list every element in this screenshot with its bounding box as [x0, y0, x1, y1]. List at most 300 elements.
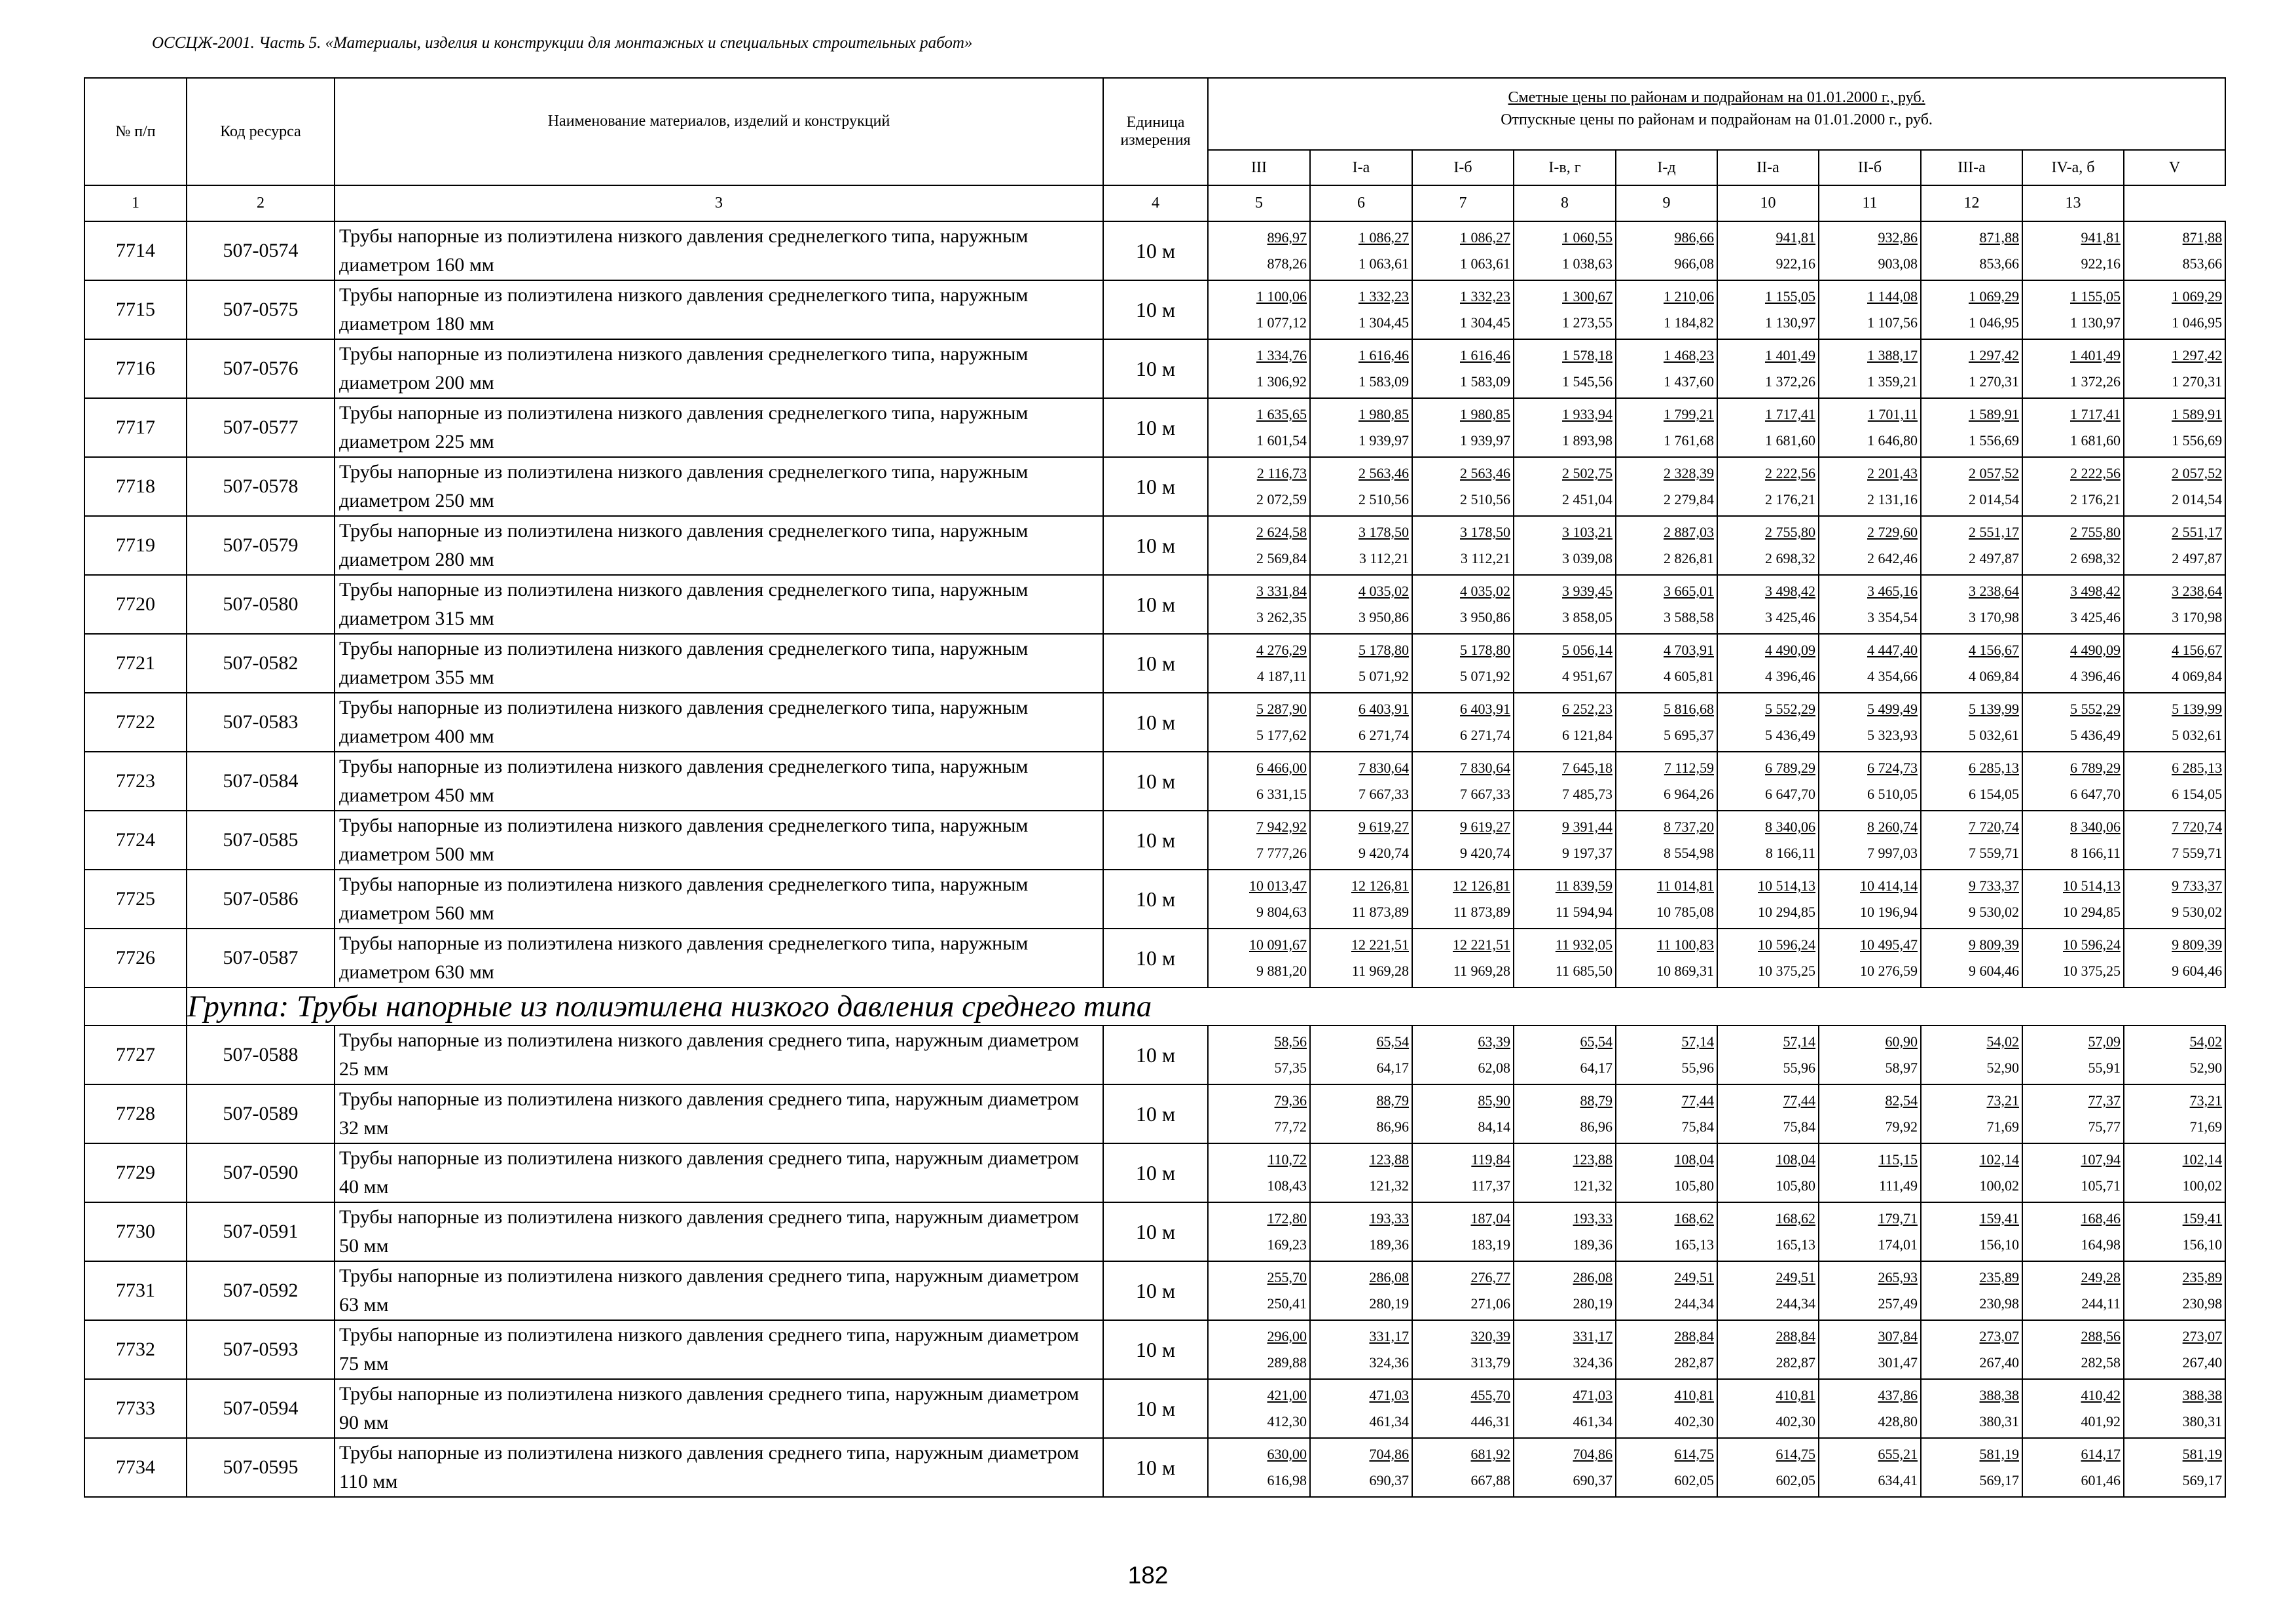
estimate-price: 168,46: [2081, 1210, 2121, 1227]
release-price: 1 893,98: [1562, 432, 1613, 449]
estimate-price: 581,19: [1979, 1446, 2019, 1462]
estimate-price: 179,71: [1878, 1210, 1918, 1227]
estimate-price: 6 285,13: [1969, 760, 2019, 776]
release-price: 5 032,61: [1969, 727, 2019, 743]
estimate-price: 2 551,17: [2172, 524, 2223, 540]
price-cell: [1921, 811, 2022, 870]
price-cell: [1819, 634, 1921, 693]
material-name: Трубы напорные из полиэтилена низкого давления среднелегкого типа, наружным диаметром 250 мм: [335, 457, 1103, 516]
release-price: 79,92: [1885, 1118, 1918, 1135]
row-number: 7728: [84, 1084, 187, 1143]
release-price: 1 046,95: [2172, 314, 2223, 331]
price-cell: [1717, 634, 1819, 693]
estimate-price: 249,51: [1776, 1269, 1815, 1285]
price-cell: [1819, 1320, 1921, 1379]
region-header: II-б: [1819, 150, 1921, 185]
release-price: 282,87: [1776, 1354, 1815, 1371]
release-price: 6 647,70: [2070, 786, 2121, 802]
table-row: [84, 870, 2225, 929]
table-row: [84, 457, 2225, 516]
release-price: 4 951,67: [1562, 668, 1613, 684]
estimate-price: 60,90: [1885, 1033, 1918, 1050]
price-cell: [1412, 1084, 1514, 1143]
unit-cell: 10 м: [1103, 339, 1208, 398]
estimate-price: 2 328,39: [1664, 465, 1714, 481]
estimate-price: 77,44: [1783, 1092, 1815, 1109]
estimate-price: 4 490,09: [2070, 642, 2121, 658]
price-cell: [1921, 398, 2022, 457]
material-name: Трубы напорные из полиэтилена низкого давления среднего типа, наружным диаметром 75 мм: [335, 1320, 1103, 1379]
price-cell: [2124, 870, 2225, 929]
release-price: 7 485,73: [1562, 786, 1613, 802]
price-cell: [1514, 1261, 1616, 1320]
estimate-price: 3 238,64: [1969, 583, 2019, 599]
unit-cell: 10 м: [1103, 457, 1208, 516]
estimate-price: 1 388,17: [1867, 347, 1918, 363]
region-header: I-д: [1616, 150, 1717, 185]
price-cell: [1514, 1379, 1616, 1438]
row-number: 7716: [84, 339, 187, 398]
estimate-price: 2 222,56: [2070, 465, 2121, 481]
estimate-price: 455,70: [1470, 1387, 1510, 1403]
estimate-price: 331,17: [1369, 1328, 1409, 1344]
estimate-price: 82,54: [1885, 1092, 1918, 1109]
price-cell: [1310, 280, 1412, 339]
price-cell: [1310, 1261, 1412, 1320]
release-price: 3 112,21: [1460, 550, 1510, 566]
release-price: 11 873,89: [1351, 904, 1409, 920]
release-price: 10 294,85: [1758, 904, 1815, 920]
release-price: 301,47: [1878, 1354, 1918, 1371]
estimate-price: 193,33: [1573, 1210, 1613, 1227]
price-cell: [1310, 929, 1412, 987]
price-cell: [1921, 1379, 2022, 1438]
price-cell: [1717, 1379, 1819, 1438]
row-number: 7733: [84, 1379, 187, 1438]
price-cell: [1921, 929, 2022, 987]
region-header: II-а: [1717, 150, 1819, 185]
estimate-price: 115,15: [1878, 1151, 1918, 1168]
unit-cell: 10 м: [1103, 1143, 1208, 1202]
release-price: 280,19: [1369, 1295, 1409, 1312]
estimate-price: 1 300,67: [1562, 288, 1613, 304]
price-cell: [1514, 870, 1616, 929]
price-cell: [1208, 1320, 1310, 1379]
estimate-price: 1 980,85: [1460, 406, 1510, 422]
estimate-price: 249,51: [1674, 1269, 1714, 1285]
price-cell: [1412, 693, 1514, 752]
price-cell: [1310, 1320, 1412, 1379]
table-row: [84, 339, 2225, 398]
table-row: [84, 693, 2225, 752]
estimate-price: 2 755,80: [1765, 524, 1815, 540]
release-price: 7 777,26: [1256, 845, 1307, 861]
estimate-price: 410,81: [1776, 1387, 1815, 1403]
table-row: [84, 1143, 2225, 1202]
release-price: 71,69: [2189, 1118, 2223, 1135]
estimate-price: 110,72: [1267, 1151, 1307, 1168]
price-cell: [1819, 1084, 1921, 1143]
estimate-price: 168,62: [1776, 1210, 1815, 1227]
release-price: 11 969,28: [1453, 963, 1510, 979]
price-cell: [2022, 457, 2124, 516]
unit-cell: 10 м: [1103, 1202, 1208, 1261]
price-cell: [1208, 1084, 1310, 1143]
price-cell: [1819, 221, 1921, 280]
estimate-price: 123,88: [1369, 1151, 1409, 1168]
estimate-price: 896,97: [1267, 229, 1307, 246]
resource-code: 507-0592: [187, 1261, 335, 1320]
price-cell: [1819, 280, 1921, 339]
estimate-price: 1 297,42: [2172, 347, 2223, 363]
estimate-price: 4 703,91: [1664, 642, 1714, 658]
release-price: 1 556,69: [1969, 432, 2019, 449]
price-cell: [1717, 339, 1819, 398]
price-cell: [1819, 398, 1921, 457]
release-price: 6 510,05: [1867, 786, 1918, 802]
price-cell: [1208, 1261, 1310, 1320]
price-cell: [2022, 929, 2124, 987]
estimate-price: 7 720,74: [1969, 819, 2019, 835]
release-price: 189,36: [1369, 1236, 1409, 1253]
row-number: 7715: [84, 280, 187, 339]
resource-code: 507-0589: [187, 1084, 335, 1143]
price-cell: [1921, 870, 2022, 929]
price-cell: [1921, 1202, 2022, 1261]
release-price: 446,31: [1470, 1413, 1510, 1430]
estimate-price: 6 789,29: [1765, 760, 1815, 776]
price-cell: [1616, 1320, 1717, 1379]
release-price: 10 785,08: [1656, 904, 1714, 920]
price-cell: [1921, 575, 2022, 634]
price-cell: [1412, 1438, 1514, 1497]
resource-code: 507-0577: [187, 398, 335, 457]
release-price: 86,96: [1580, 1118, 1613, 1135]
price-cell: [2124, 516, 2225, 575]
release-price: 64,17: [1376, 1060, 1409, 1076]
region-header: I-а: [1310, 150, 1412, 185]
estimate-price: 1 401,49: [1765, 347, 1815, 363]
release-price: 3 950,86: [1358, 609, 1409, 625]
release-price: 324,36: [1573, 1354, 1613, 1371]
price-cell: [1310, 575, 1412, 634]
release-price: 5 436,49: [1765, 727, 1815, 743]
release-price: 111,49: [1879, 1177, 1918, 1194]
unit-cell: 10 м: [1103, 1084, 1208, 1143]
release-price: 667,88: [1470, 1472, 1510, 1488]
estimate-price: 6 403,91: [1460, 701, 1510, 717]
estimate-price: 1 701,11: [1867, 406, 1918, 422]
price-cell: [1616, 929, 1717, 987]
release-price: 6 647,70: [1765, 786, 1815, 802]
estimate-price: 655,21: [1878, 1446, 1918, 1462]
price-cell: [1921, 339, 2022, 398]
release-price: 230,98: [1979, 1295, 2019, 1312]
price-cell: [1208, 634, 1310, 693]
resource-code: 507-0588: [187, 1025, 335, 1084]
price-cell: [1208, 221, 1310, 280]
material-name: Трубы напорные из полиэтилена низкого давления среднелегкого типа, наружным диаметром 355 мм: [335, 634, 1103, 693]
estimate-price: 119,84: [1471, 1151, 1510, 1168]
material-name: Трубы напорные из полиэтилена низкого давления среднелегкого типа, наружным диаметром 315 мм: [335, 575, 1103, 634]
price-cell: [1717, 280, 1819, 339]
resource-code: 507-0586: [187, 870, 335, 929]
estimate-price: 1 155,05: [1765, 288, 1815, 304]
price-cell: [2022, 752, 2124, 811]
material-name: Трубы напорные из полиэтилена низкого давления среднелегкого типа, наружным диаметром 200 мм: [335, 339, 1103, 398]
price-cell: [1310, 1084, 1412, 1143]
estimate-price: 12 126,81: [1351, 877, 1409, 894]
release-price: 174,01: [1878, 1236, 1918, 1253]
release-price: 4 069,84: [1969, 668, 2019, 684]
estimate-price: 9 619,27: [1358, 819, 1409, 835]
price-cell: [2022, 693, 2124, 752]
estimate-price: 2 729,60: [1867, 524, 1918, 540]
price-cell: [1514, 457, 1616, 516]
release-price: 2 510,56: [1358, 491, 1409, 507]
price-cell: [1514, 516, 1616, 575]
estimate-price: 255,70: [1267, 1269, 1307, 1285]
price-cell: [1616, 221, 1717, 280]
estimate-price: 2 563,46: [1460, 465, 1510, 481]
release-price: 9 197,37: [1562, 845, 1613, 861]
release-price: 55,96: [1681, 1060, 1714, 1076]
region-header: I-б: [1412, 150, 1514, 185]
resource-code: 507-0587: [187, 929, 335, 987]
estimate-price: 10 414,14: [1860, 877, 1918, 894]
estimate-price: 630,00: [1267, 1446, 1307, 1462]
estimate-price: 12 126,81: [1453, 877, 1510, 894]
estimate-price: 9 733,37: [2172, 877, 2223, 894]
price-cell: [1819, 1438, 1921, 1497]
estimate-price: 172,80: [1267, 1210, 1307, 1227]
header-prices-estimate: Сметные цены по районам и подрайонам на 01.01.2000 г., руб.: [1508, 89, 1925, 106]
release-price: 75,84: [1783, 1118, 1815, 1135]
table-row: [84, 1379, 2225, 1438]
price-cell: [2022, 870, 2124, 929]
release-price: 1 939,97: [1460, 432, 1510, 449]
release-price: 62,08: [1478, 1060, 1510, 1076]
price-cell: [1819, 575, 1921, 634]
price-cell: [1208, 457, 1310, 516]
row-number: 7726: [84, 929, 187, 987]
material-name: Трубы напорные из полиэтилена низкого давления среднелегкого типа, наружным диаметром 450 мм: [335, 752, 1103, 811]
release-price: 569,17: [2182, 1472, 2223, 1488]
unit-cell: 10 м: [1103, 1025, 1208, 1084]
row-number: 7724: [84, 811, 187, 870]
resource-code: 507-0576: [187, 339, 335, 398]
estimate-price: 1 086,27: [1358, 229, 1409, 246]
price-cell: [1921, 1320, 2022, 1379]
column-number: 2: [187, 185, 335, 221]
price-cell: [1208, 1202, 1310, 1261]
table-row: [84, 1025, 2225, 1084]
release-price: 3 170,98: [2172, 609, 2223, 625]
release-price: 2 279,84: [1664, 491, 1714, 507]
estimate-price: 288,84: [1776, 1328, 1815, 1344]
price-cell: [1717, 1202, 1819, 1261]
unit-cell: 10 м: [1103, 1438, 1208, 1497]
price-cell: [1310, 634, 1412, 693]
estimate-price: 12 221,51: [1351, 936, 1409, 953]
price-cell: [2124, 1438, 2225, 1497]
column-number: 4: [1103, 185, 1208, 221]
estimate-price: 54,02: [1986, 1033, 2019, 1050]
column-number: 12: [1921, 185, 2022, 221]
price-cell: [1819, 752, 1921, 811]
unit-cell: 10 м: [1103, 1320, 1208, 1379]
price-cell: [1921, 1143, 2022, 1202]
price-cell: [2124, 339, 2225, 398]
release-price: 4 354,66: [1867, 668, 1918, 684]
estimate-price: 581,19: [2182, 1446, 2223, 1462]
estimate-price: 5 552,29: [2070, 701, 2121, 717]
release-price: 244,11: [2081, 1295, 2121, 1312]
price-cell: [1412, 752, 1514, 811]
release-price: 1 939,97: [1358, 432, 1409, 449]
release-price: 84,14: [1478, 1118, 1510, 1135]
price-cell: [1921, 280, 2022, 339]
release-price: 922,16: [1776, 255, 1815, 272]
release-price: 250,41: [1267, 1295, 1307, 1312]
estimate-price: 1 980,85: [1358, 406, 1409, 422]
price-cell: [1514, 339, 1616, 398]
price-cell: [2124, 634, 2225, 693]
price-cell: [1921, 516, 2022, 575]
release-price: 75,77: [2088, 1118, 2121, 1135]
price-cell: [1717, 1438, 1819, 1497]
estimate-price: 10 514,13: [1758, 877, 1815, 894]
price-cell: [2022, 1379, 2124, 1438]
table-row: [84, 929, 2225, 987]
release-price: 11 873,89: [1453, 904, 1510, 920]
price-cell: [1208, 929, 1310, 987]
price-cell: [1412, 398, 1514, 457]
price-cell: [1819, 1025, 1921, 1084]
estimate-price: 3 498,42: [1765, 583, 1815, 599]
estimate-price: 871,88: [2182, 229, 2223, 246]
estimate-price: 4 156,67: [2172, 642, 2223, 658]
price-cell: [1412, 1025, 1514, 1084]
release-price: 9 420,74: [1358, 845, 1409, 861]
estimate-price: 11 100,83: [1656, 936, 1714, 953]
unit-cell: 10 м: [1103, 516, 1208, 575]
price-cell: [1616, 1438, 1717, 1497]
row-number: 7714: [84, 221, 187, 280]
release-price: 1 270,31: [1969, 373, 2019, 390]
price-cell: [2022, 575, 2124, 634]
resource-code: 507-0594: [187, 1379, 335, 1438]
release-price: 9 530,02: [2172, 904, 2223, 920]
release-price: 10 294,85: [2063, 904, 2121, 920]
release-price: 402,30: [1776, 1413, 1815, 1430]
unit-cell: 10 м: [1103, 929, 1208, 987]
price-cell: [1616, 398, 1717, 457]
price-cell: [2022, 1261, 2124, 1320]
resource-code: 507-0579: [187, 516, 335, 575]
unit-cell: 10 м: [1103, 398, 1208, 457]
estimate-price: 5 552,29: [1765, 701, 1815, 717]
price-cell: [1412, 870, 1514, 929]
release-price: 2 176,21: [2070, 491, 2121, 507]
estimate-price: 4 276,29: [1256, 642, 1307, 658]
release-price: 3 262,35: [1256, 609, 1307, 625]
price-cell: [1310, 457, 1412, 516]
release-price: 690,37: [1573, 1472, 1613, 1488]
price-cell: [1616, 516, 1717, 575]
header-num: № п/п: [84, 78, 187, 185]
release-price: 7 559,71: [1969, 845, 2019, 861]
unit-cell: 10 м: [1103, 575, 1208, 634]
price-cell: [1819, 1379, 1921, 1438]
resource-code: 507-0582: [187, 634, 335, 693]
release-price: 1 077,12: [1256, 314, 1307, 331]
price-cell: [1616, 1025, 1717, 1084]
estimate-price: 941,81: [1776, 229, 1815, 246]
release-price: 121,32: [1369, 1177, 1409, 1194]
row-number: 7723: [84, 752, 187, 811]
price-cell: [2124, 1025, 2225, 1084]
price-cell: [2124, 575, 2225, 634]
estimate-price: 3 465,16: [1867, 583, 1918, 599]
release-price: 3 425,46: [2070, 609, 2121, 625]
price-cell: [2124, 811, 2225, 870]
price-cell: [1310, 870, 1412, 929]
release-price: 9 604,46: [1969, 963, 2019, 979]
price-cell: [2124, 693, 2225, 752]
price-cell: [2022, 1320, 2124, 1379]
price-cell: [1514, 575, 1616, 634]
price-cell: [1412, 339, 1514, 398]
column-number: 9: [1616, 185, 1717, 221]
release-price: 313,79: [1470, 1354, 1510, 1371]
price-cell: [1616, 1379, 1717, 1438]
estimate-price: 6 466,00: [1256, 760, 1307, 776]
estimate-price: 1 144,08: [1867, 288, 1918, 304]
price-cell: [1717, 1084, 1819, 1143]
estimate-price: 3 498,42: [2070, 583, 2121, 599]
release-price: 55,91: [2088, 1060, 2121, 1076]
estimate-price: 11 932,05: [1555, 936, 1613, 953]
region-header: V: [2124, 150, 2225, 185]
price-cell: [2022, 339, 2124, 398]
material-name: Трубы напорные из полиэтилена низкого давления среднего типа, наружным диаметром 63 мм: [335, 1261, 1103, 1320]
row-number: 7718: [84, 457, 187, 516]
price-cell: [1514, 221, 1616, 280]
price-cell: [2124, 1202, 2225, 1261]
price-cell: [1412, 811, 1514, 870]
estimate-price: 320,39: [1470, 1328, 1510, 1344]
price-cell: [1514, 929, 1616, 987]
table-row: [84, 1320, 2225, 1379]
price-cell: [2022, 280, 2124, 339]
release-price: 11 969,28: [1351, 963, 1409, 979]
price-cell: [2022, 811, 2124, 870]
estimate-price: 286,08: [1573, 1269, 1613, 1285]
price-cell: [2124, 280, 2225, 339]
estimate-price: 4 035,02: [1460, 583, 1510, 599]
price-cell: [1819, 929, 1921, 987]
price-cell: [2022, 221, 2124, 280]
release-price: 853,66: [2182, 255, 2223, 272]
release-price: 1 437,60: [1664, 373, 1714, 390]
price-cell: [1310, 398, 1412, 457]
estimate-price: 1 468,23: [1664, 347, 1714, 363]
price-cell: [1514, 634, 1616, 693]
estimate-price: 1 717,41: [1765, 406, 1815, 422]
region-header: I-в, г: [1514, 150, 1616, 185]
row-number: 7721: [84, 634, 187, 693]
